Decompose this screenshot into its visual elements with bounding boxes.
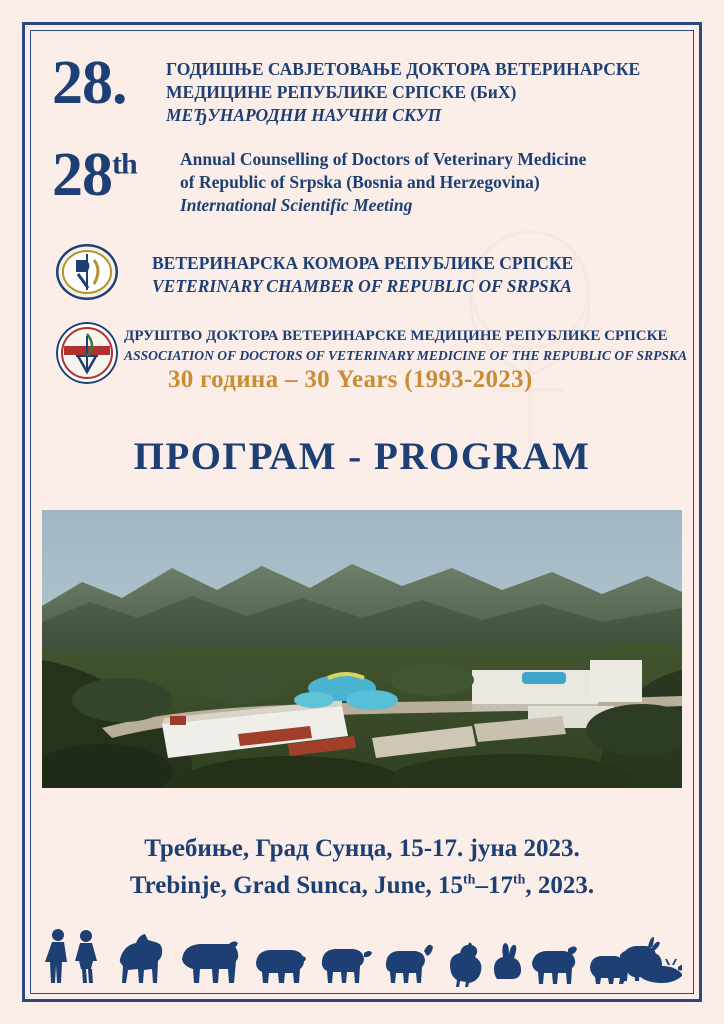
- organizer-chamber: [152, 252, 672, 298]
- animal-silhouettes-icon: [42, 925, 682, 987]
- conference-title-latin-line3: International Scientific Meeting: [180, 195, 413, 215]
- location-latin-prefix: Trebinje, Grad Sunca, June, 15: [129, 872, 463, 899]
- location-latin-sup1: th: [463, 872, 476, 888]
- conference-title-cyrillic-line3: МЕЂУНАРОДНИ НАУЧНИ СКУП: [166, 105, 442, 125]
- animal-silhouette-strip: [42, 925, 682, 987]
- veterinary-chamber-logo-icon: [56, 244, 118, 300]
- location-latin-mid: –17: [475, 872, 513, 899]
- organizer-chamber-latin: VETERINARY CHAMBER OF REPUBLIC OF SRPSKA: [152, 276, 572, 296]
- organizer-chamber-cyrillic: ВЕТЕРИНАРСКА КОМОРА РЕПУБЛИКЕ СРПСКЕ: [152, 253, 574, 273]
- conference-title-latin-line2: of Republic of Srpska (Bosnia and Herzegovina): [180, 172, 540, 192]
- venue-photo: [42, 510, 682, 788]
- organizer-association-cyrillic: ДРУШТВО ДОКТОРА ВЕТЕРИНАРСКЕ МЕДИЦИНЕ РЕПУБЛИКЕ СРПСКЕ: [124, 328, 668, 344]
- edition-number-cyrillic: 28.: [52, 49, 127, 117]
- organizer-association: [124, 326, 694, 366]
- program-title: ПРОГРАМ - PROGRAM: [133, 435, 591, 478]
- venue-photo-illustration: [42, 510, 682, 788]
- location-line-latin: [0, 872, 724, 900]
- conference-title-latin-line1: Annual Counselling of Doctors of Veterinary Medicine: [180, 149, 587, 169]
- edition-number-latin: [52, 140, 137, 211]
- conference-title-cyrillic-line2: МЕДИЦИНЕ РЕПУБЛИКЕ СРПСКЕ (БиХ): [166, 82, 517, 102]
- conference-title-cyrillic: [166, 58, 676, 127]
- edition-ordinal-suffix: th: [112, 147, 137, 181]
- conference-title-latin: [180, 148, 680, 217]
- edition-number-latin-value: 28: [52, 141, 112, 209]
- organizer-association-latin: ASSOCIATION OF DOCTORS OF VETERINARY MEDICINE OF THE REPUBLIC OF SRPSKA: [124, 348, 688, 363]
- anniversary-label: 30 година – 30 Years (1993-2023): [168, 366, 533, 393]
- veterinary-association-logo-icon: [56, 322, 118, 384]
- location-latin-suffix: , 2023.: [525, 872, 595, 899]
- location-line-cyrillic: Требиње, Град Сунца, 15-17. јуна 2023.: [144, 835, 580, 862]
- conference-title-cyrillic-line1: ГОДИШЊЕ САВЈЕТОВАЊЕ ДОКТОРА ВЕТЕРИНАРСКЕ: [166, 59, 641, 79]
- location-latin-sup2: th: [512, 872, 526, 888]
